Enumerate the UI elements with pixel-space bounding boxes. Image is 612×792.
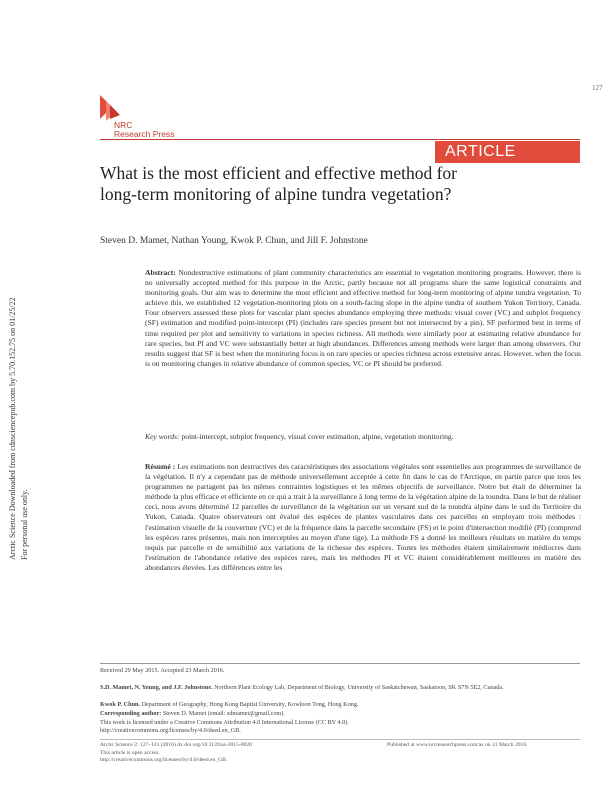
footer-license-link[interactable]: http://creativecommons.org/licenses/by/4.0/deed.en_GB. — [100, 757, 228, 763]
keywords — [145, 432, 581, 442]
header-rule — [100, 139, 580, 140]
download-notice-line-2: For personal use only. — [20, 489, 29, 560]
abstract-text: Nondestructive estimations of plant community characteristics are essential to vegetation monitoring programs. However, there is no universally accepted method for this purpose in the Arctic, partly because not all programs share the same logistical constraints and monitoring goals. Our aim was to determine the most efficient and effective method for long-term monitoring of alpine tundra vegetation. To achieve this, we established 12 vegetation-monitoring plots on a south-facing slope in the alpine tundra of southern Yukon Territory, Canada. Four observers assessed these plots for vascular plant species abundance employing three methods: visual cover (VC) and subplot frequency (SF) estimation and modified point-intercept (PI) (includes rare species present but not intersected by a pin). SF performed best in terms of time required per plot and sensitivity to variations in species richness. All methods were similarly poor at estimating relative abundance for rare species, but PI and VC were substantially better at high abundances. Differences among methods were larger than among observers. Our results suggest that SF is best when the monitoring focus is on rare species or species richness across extensive areas. However, when the focus is on monitoring changes in relative abundance of common species, VC or PI should be preferred. — [145, 268, 581, 368]
author-list: Steven D. Mamet, Nathan Young, Kwok P. Chun, and Jill F. Johnstone — [100, 236, 368, 246]
footnote-rule — [100, 663, 580, 664]
corresponding-author-label: Corresponding author: — [100, 710, 162, 717]
footer-rule — [100, 739, 580, 740]
publisher-line-1: NRC — [114, 120, 133, 130]
download-notice — [4, 230, 52, 560]
affiliation-1-text: Northern Plant Ecology Lab, Department of Biology, University of Saskatchewan, Saskatoon, SK S7N 5E2, Canada. — [212, 684, 504, 691]
publisher-line-2: Research Press — [114, 129, 175, 139]
page-number: 127 — [592, 84, 603, 92]
article-label: ARTICLE — [445, 143, 516, 160]
abstract-label: Abstract: — [145, 268, 176, 277]
license-notice: This work is licensed under a Creative Commons Attribution 4.0 International License (CC BY 4.0). — [100, 719, 349, 726]
affiliation-2-names: Kwok P. Chun. — [100, 701, 141, 708]
corresponding-author-text: Steven D. Mamet (email: sdmamet@gmail.com). — [161, 710, 285, 717]
resume-text: Les estimations non destructives des caractéristiques des associations végétales sont essentielles aux programmes de surveillance de la végétation. Il n'y a cependant pas de méthode universellement acceptée à cette fin dans le cas de l'Arctique, en partie parce que tous les programmes ne partagent pas les mêmes contraintes logistiques et les mêmes objectifs de surveillance. Notre but était de déterminer la méthode la plus efficace et efficiente en ce qui a trait à la surveillance à long terme de la végétation alpine de la toundra. Dans le but de réaliser ceci, nous avons déterminé 12 parcelles de surveillance de la végétation sur un versant sud de la toundra alpine dans le sud du Territoire du Yukon, Canada. Quatre observateurs ont évalué des espèces de plantes vasculaires dans ces parcelles en employant trois méthodes : l'estimation visuelle de la couverture (VC) et de la fréquence dans la parcelle secondaire (FS) et le point d'intersection modifié (PI) (comprend les espèces rares présentes, mais non interceptées au moyen d'une tige). La méthode FS a donné les meilleurs résultats en matière du temps requis par parcelle et de sensibilité aux variations de la richesse des espèces. Toutes les méthodes étaient similairement médiocres dans l'estimation de l'abondance relative des espèces rares, mais les méthodes PI et VC étaient considérablement meilleures en matière des abondances élevées. Les différences entre les — [145, 462, 581, 572]
publisher-name — [114, 121, 174, 139]
published-online-notice: Published at www.nrcresearchpress.com/as on 31 March 2016. — [387, 742, 528, 748]
received-dates: Received 29 May 2015. Accepted 23 March 2016. — [100, 667, 225, 674]
license-link[interactable]: http://creativecommons.org/licenses/by/4.0/deed.en_GB. — [100, 727, 241, 734]
open-access-notice: This article is open access. — [100, 750, 160, 756]
affiliation-2-text: Department of Geography, Hong Kong Baptist University, Kowloon Tong, Hong Kong. — [140, 701, 359, 708]
keywords-text: point-intercept, subplot frequency, visual cover estimation, alpine, vegetation monitoring. — [179, 432, 454, 441]
affiliation-1 — [100, 684, 580, 693]
abstract-french — [145, 462, 581, 573]
journal-reference: Arctic Science 2: 127–141 (2016) dx.doi.org/10.1139/as-2015-0020 — [100, 742, 252, 748]
affiliation-1-names: S.D. Mamet, N. Young, and J.F. Johnstone. — [100, 684, 213, 691]
affiliation-2 — [100, 701, 580, 710]
resume-label: Résumé : — [145, 462, 176, 471]
keywords-label: Key words: — [145, 432, 180, 441]
corresponding-author — [100, 710, 580, 719]
download-notice-line-1: Arctic Science Downloaded from cdnsciencepub.com by 5.70.152.75 on 01/25/22 — [8, 297, 17, 560]
article-title: What is the most efficient and effective method for long-term monitoring of alpine tundra vegetation? — [100, 163, 458, 204]
abstract-english — [145, 268, 581, 369]
